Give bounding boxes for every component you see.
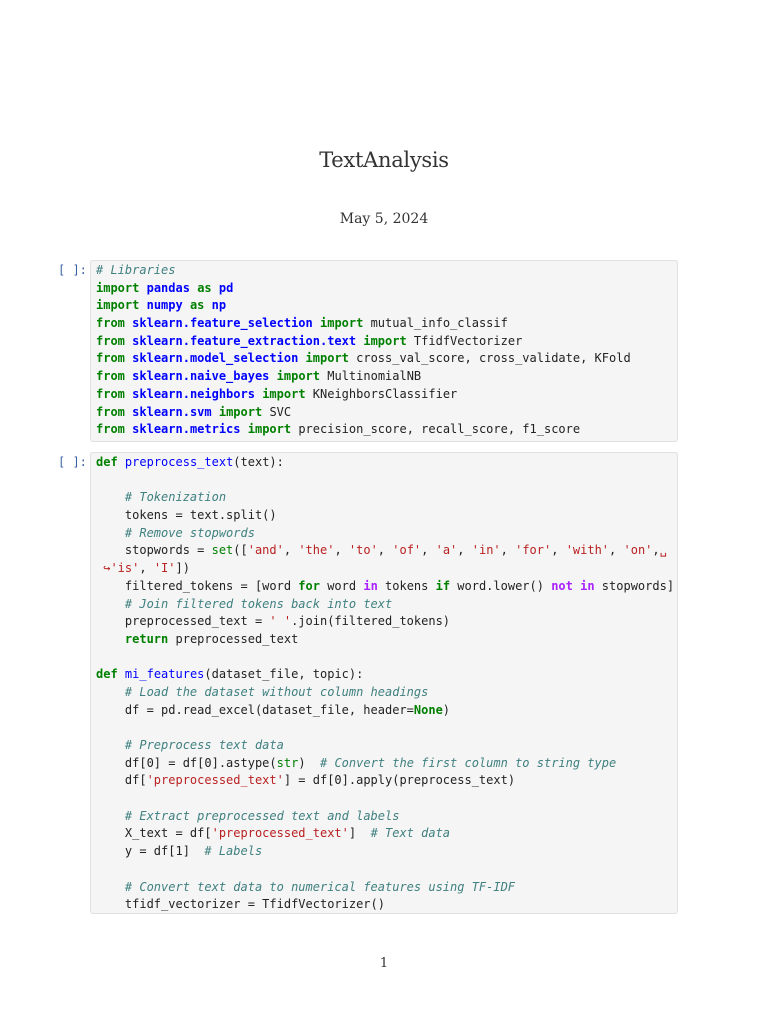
code-token: if bbox=[435, 578, 451, 593]
code-token: def bbox=[96, 667, 118, 682]
code-token bbox=[118, 455, 125, 469]
cell-prompt: [ ]: bbox=[58, 263, 87, 277]
code-token: mi_features bbox=[124, 667, 205, 682]
code-token: (text): bbox=[233, 455, 284, 469]
code-line bbox=[96, 262, 677, 280]
code-token: return bbox=[124, 631, 169, 646]
code-line bbox=[96, 525, 677, 543]
code-line bbox=[96, 879, 677, 897]
code-token: stopwords = bbox=[96, 543, 212, 558]
code-token: as bbox=[189, 298, 205, 313]
code-token bbox=[313, 316, 320, 330]
code-line bbox=[96, 896, 677, 914]
code-line bbox=[96, 315, 677, 333]
code-token: preprocessed_text = bbox=[96, 614, 270, 629]
code-token: 'I' bbox=[153, 561, 176, 576]
code-token bbox=[139, 298, 146, 312]
code-token: # Tokenization bbox=[124, 490, 227, 505]
code-token: stopwords] bbox=[594, 578, 675, 593]
code-token bbox=[139, 281, 146, 295]
code-line bbox=[96, 861, 677, 879]
code-token: SVC bbox=[262, 404, 292, 419]
code-token: ] bbox=[348, 826, 371, 841]
code-line bbox=[96, 350, 677, 368]
code-token: # Load the dataset without column headings bbox=[124, 684, 429, 699]
code-line bbox=[96, 489, 677, 507]
code-token: from bbox=[96, 351, 125, 366]
code-line bbox=[96, 772, 677, 790]
code-token: , bbox=[377, 543, 393, 558]
code-token bbox=[118, 667, 125, 681]
code-token bbox=[212, 405, 219, 419]
code-line bbox=[96, 596, 677, 614]
code-token: np bbox=[211, 298, 227, 313]
code-token: 'the' bbox=[298, 543, 335, 558]
code-token: , bbox=[421, 543, 436, 558]
code-token: # Libraries bbox=[96, 263, 176, 277]
code-token: from bbox=[96, 369, 125, 384]
code-token: import bbox=[96, 298, 140, 313]
code-token bbox=[96, 880, 125, 894]
code-token: from bbox=[96, 386, 125, 401]
code-token: , bbox=[283, 543, 299, 558]
code-token: 'preprocessed_text' bbox=[146, 773, 284, 788]
code-token: sklearn.feature_selection bbox=[132, 316, 313, 331]
code-token: # Convert the first column to string type bbox=[320, 755, 617, 770]
document-title: TextAnalysis bbox=[319, 148, 449, 172]
code-token: sklearn.naive_bayes bbox=[132, 369, 270, 384]
code-token: in bbox=[363, 578, 378, 593]
code-token: str bbox=[276, 755, 299, 770]
code-token: for bbox=[298, 578, 320, 593]
code-token: # Labels bbox=[204, 844, 263, 859]
code-line bbox=[96, 404, 677, 422]
code-token: (dataset_file, topic): bbox=[204, 667, 364, 682]
code-token: df[0] = df[0].astype( bbox=[96, 755, 277, 770]
code-token: import bbox=[96, 280, 140, 295]
code-line bbox=[96, 613, 677, 631]
code-token: TfidfVectorizer bbox=[406, 333, 523, 348]
code-line bbox=[96, 368, 677, 386]
code-token bbox=[96, 526, 125, 540]
code-token bbox=[96, 738, 125, 752]
code-token: df[ bbox=[96, 773, 147, 788]
code-token: # Join filtered tokens back into text bbox=[124, 596, 393, 611]
code-token: 'and' bbox=[247, 543, 284, 558]
code-token: , bbox=[652, 543, 660, 558]
code-token: , bbox=[551, 543, 566, 558]
code-token: 'of' bbox=[392, 543, 422, 558]
code-token: y = df[1] bbox=[96, 844, 205, 859]
code-token: 'a' bbox=[435, 543, 458, 558]
code-token: import bbox=[320, 316, 364, 331]
code-token: preprocessed_text bbox=[168, 631, 299, 646]
code-token: sklearn.svm bbox=[132, 404, 212, 419]
code-line bbox=[96, 421, 677, 439]
code-token: 'is' bbox=[110, 561, 140, 576]
code-token bbox=[96, 685, 125, 699]
code-token: MultinomialNB bbox=[320, 369, 422, 384]
code-line bbox=[96, 825, 677, 843]
code-line bbox=[96, 737, 677, 755]
code-token: tokens = text.split() bbox=[96, 508, 277, 523]
code-token: pd bbox=[218, 280, 234, 295]
code-token: from bbox=[96, 422, 125, 437]
code-line bbox=[96, 542, 677, 560]
code-token bbox=[96, 632, 125, 646]
code-token bbox=[96, 490, 125, 504]
code-token: from bbox=[96, 316, 125, 331]
code-line bbox=[96, 843, 677, 861]
code-token: as bbox=[197, 280, 212, 295]
code-line bbox=[96, 280, 677, 298]
code-token bbox=[241, 422, 248, 436]
code-token: 'for' bbox=[515, 543, 552, 558]
code-input-area[interactable] bbox=[90, 260, 678, 442]
code-token: , bbox=[457, 543, 472, 558]
code-token: tokens bbox=[377, 578, 436, 593]
code-line bbox=[96, 755, 677, 773]
code-token: 'preprocessed_text' bbox=[211, 826, 349, 841]
code-token: pandas bbox=[146, 280, 190, 295]
code-token bbox=[269, 369, 276, 383]
code-line bbox=[96, 702, 677, 720]
code-token: word.lower() bbox=[450, 578, 552, 593]
code-token: precision_score, recall_score, f1_score bbox=[291, 422, 581, 437]
code-token: sklearn.model_selection bbox=[132, 351, 299, 366]
code-token: , bbox=[500, 543, 516, 558]
code-token: # Text data bbox=[370, 826, 451, 841]
document-date: May 5, 2024 bbox=[339, 211, 429, 227]
code-token: not bbox=[551, 578, 573, 593]
code-token: , bbox=[334, 543, 349, 558]
code-token: ) bbox=[298, 755, 320, 770]
code-token: from bbox=[96, 404, 125, 419]
code-token: set bbox=[211, 543, 234, 558]
code-token: def bbox=[96, 455, 118, 469]
code-token: cross_val_score, cross_validate, KFold bbox=[348, 351, 631, 366]
code-input-area[interactable] bbox=[90, 452, 678, 914]
code-token: import bbox=[218, 404, 263, 419]
code-line bbox=[96, 507, 677, 525]
code-token: # Extract preprocessed text and labels bbox=[124, 808, 400, 823]
code-line bbox=[96, 808, 677, 826]
code-token: , bbox=[609, 543, 624, 558]
code-token: .join(filtered_tokens) bbox=[291, 614, 451, 629]
code-token: ] = df[0].apply(preprocess_text) bbox=[283, 773, 516, 788]
code-token: import bbox=[276, 369, 321, 384]
code-token: , bbox=[139, 561, 154, 576]
code-token: tfidf_vectorizer = TfidfVectorizer() bbox=[96, 897, 385, 912]
code-token: preprocess_text bbox=[124, 455, 234, 469]
code-token: numpy bbox=[146, 298, 183, 313]
code-token bbox=[183, 298, 190, 312]
page-number: 1 bbox=[379, 956, 389, 971]
code-token: # Convert text data to numerical features using TF-IDF bbox=[124, 879, 516, 894]
code-token: sklearn.feature_extraction.text bbox=[132, 333, 357, 348]
code-token bbox=[204, 298, 211, 312]
code-line bbox=[96, 472, 677, 490]
code-token: ) bbox=[442, 702, 451, 717]
code-line bbox=[96, 578, 677, 596]
code-token: ↪ bbox=[96, 561, 111, 576]
code-token: None bbox=[413, 702, 443, 717]
code-token: ␣ bbox=[659, 543, 667, 558]
code-token: sklearn.metrics bbox=[132, 422, 241, 437]
cell-prompt: [ ]: bbox=[58, 455, 87, 469]
code-line bbox=[96, 631, 677, 649]
code-line bbox=[96, 454, 677, 472]
code-token bbox=[212, 281, 219, 295]
code-token: import bbox=[247, 422, 292, 437]
code-token: from bbox=[96, 333, 125, 348]
code-token: ' ' bbox=[269, 614, 292, 629]
code-line bbox=[96, 386, 677, 404]
code-token: mutual_info_classif bbox=[363, 316, 508, 331]
code-token: ([ bbox=[233, 543, 248, 558]
code-token: 'in' bbox=[471, 543, 501, 558]
code-line bbox=[96, 333, 677, 351]
code-block bbox=[91, 453, 677, 914]
code-line bbox=[96, 684, 677, 702]
code-token bbox=[96, 809, 125, 823]
code-line bbox=[96, 297, 677, 315]
code-token: word bbox=[319, 578, 364, 593]
code-token: filtered_tokens = [word bbox=[96, 578, 299, 593]
code-token bbox=[298, 351, 305, 365]
code-token: import bbox=[305, 351, 349, 366]
code-line bbox=[96, 790, 677, 808]
code-token: df = pd.read_excel(dataset_file, header= bbox=[96, 702, 414, 717]
code-token: 'on' bbox=[623, 543, 653, 558]
code-line bbox=[96, 666, 677, 684]
code-token: # Remove stopwords bbox=[124, 525, 255, 540]
code-token: import bbox=[363, 333, 407, 348]
code-token bbox=[96, 597, 125, 611]
code-token: ]) bbox=[175, 561, 190, 576]
code-token: import bbox=[262, 386, 306, 401]
code-line bbox=[96, 719, 677, 737]
code-token: in bbox=[580, 578, 595, 593]
code-token: KNeighborsClassifier bbox=[305, 386, 458, 401]
code-token: 'to' bbox=[348, 543, 378, 558]
code-token: X_text = df[ bbox=[96, 826, 212, 841]
code-line bbox=[96, 560, 677, 578]
code-line bbox=[96, 649, 677, 667]
code-token: sklearn.neighbors bbox=[132, 386, 255, 401]
code-block bbox=[91, 261, 677, 439]
code-token: 'with' bbox=[565, 543, 610, 558]
code-token: # Preprocess text data bbox=[124, 738, 284, 752]
